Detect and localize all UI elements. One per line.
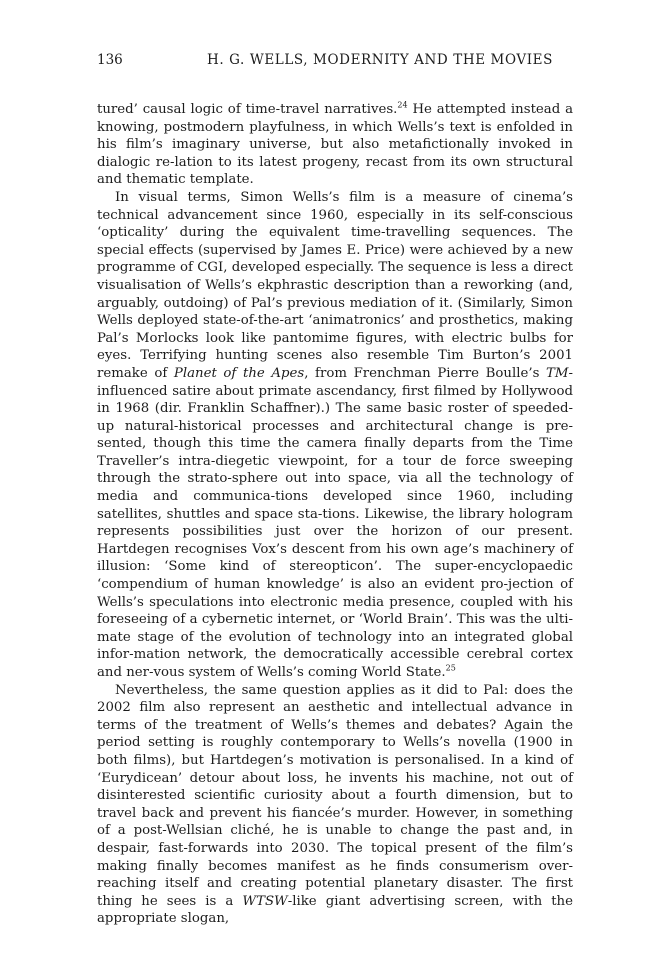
italic-text: Planet of the Apes bbox=[173, 365, 305, 381]
body-text bbox=[97, 101, 573, 928]
italic-text: WTSW bbox=[242, 893, 288, 909]
footnote-ref: 25 bbox=[445, 663, 456, 673]
text-run: -influenced satire about primate ascendancy, first filmed by Hollywood in 1968 (dir. Franklin Schaffner).) The same basic roster of speeded-up natural-historical processes and architectural change is pre-sented, though this time the camera finally departs from the Time Traveller’s intra-diegetic viewpoint, for a tour de force sweeping through the strato-sphere out into space, via all the technology of media and communica-tions developed since 1960, including satellites, shuttles and space sta-tions. Likewise, the library hologram represents possibilities just over the horizon of our present. Hartdegen recognises Vox’s descent from his own age’s machinery of illusion: ‘Some kind of stereopticon’. The super-encyclopaedic ‘compendium of human knowledge’ is also an evident pro-jection of Wells’s speculations into electronic media presence, coupled with his foreseeing of a cybernetic internet, or ‘World Brain’. This was the ulti-mate stage of the evolution of technology into an integrated global infor-mation network, the democratically accessible cerebral cortex and ner-vous system of Wells’s coming World State. bbox=[97, 365, 574, 680]
text-run: Nevertheless, the same question applies as it did to Pal: does the 2002 film also represent an aesthetic and intellectual advance in terms of the treatment of Wells’s themes and debates? Again the period setting is roughly contemporary to Wells’s novella (1900 in both films), but Hartdegen’s motivation is personalised. In a kind of ‘Eurydicean’ detour about loss, he invents his machine, not out of disinterested scientific curiosity about a fourth dimension, but to travel back and prevent his fiancée’s murder. However, in something of a post-Wellsian cliché, he is unable to change the past and, in despair, fast-forwards into 2030. The topical present of the film’s making finally becomes manifest as he finds consumerism over-reaching itself and creating potential planetary disaster. The first thing he sees is a bbox=[97, 682, 573, 909]
paragraph-1 bbox=[97, 101, 573, 189]
running-head: H. G. WELLS, MODERNITY AND THE MOVIES bbox=[207, 52, 553, 68]
page-header bbox=[97, 52, 573, 74]
text-run: In visual terms, Simon Wells’s film is a measure of cinema’s technical advancement since 1960, especially in its self-conscious ‘opticality’ during the equivalent time-travelling sequences. The special effects (supervised by James E. Price) were achieved by a new programme of CGI, developed especially. The sequence is less a direct visualisation of Wells’s ekphrastic description than a reworking (and, arguably, outdoing) of Pal’s previous mediation of it. (Similarly, Simon Wells deployed state-of-the-art ‘animatronics’ and prosthetics, making Pal’s Morlocks look like pantomime figures, with electric bulbs for eyes. Terrifying hunting scenes also resemble Tim Burton’s 2001 remake of bbox=[97, 189, 573, 381]
text-run: , from Frenchman Pierre Boulle’s bbox=[304, 365, 547, 381]
paragraph-2 bbox=[97, 189, 573, 682]
page-number: 136 bbox=[97, 52, 123, 68]
text-run: He attempted instead a knowing, postmodern playfulness, in which Wells’s text is enfolded in his film’s imaginary universe, but also metafictionally invoked in dialogic re-lation to its latest progeny, recast from its own structural and thematic template. bbox=[97, 102, 573, 188]
paragraph-3 bbox=[97, 682, 573, 928]
text-run: tured’ causal logic of time-travel narratives. bbox=[97, 102, 398, 117]
text-run: -like giant advertising screen, with the appropriate slogan, bbox=[97, 893, 573, 927]
footnote-ref: 24 bbox=[397, 100, 408, 110]
italic-text: TM bbox=[546, 365, 569, 381]
